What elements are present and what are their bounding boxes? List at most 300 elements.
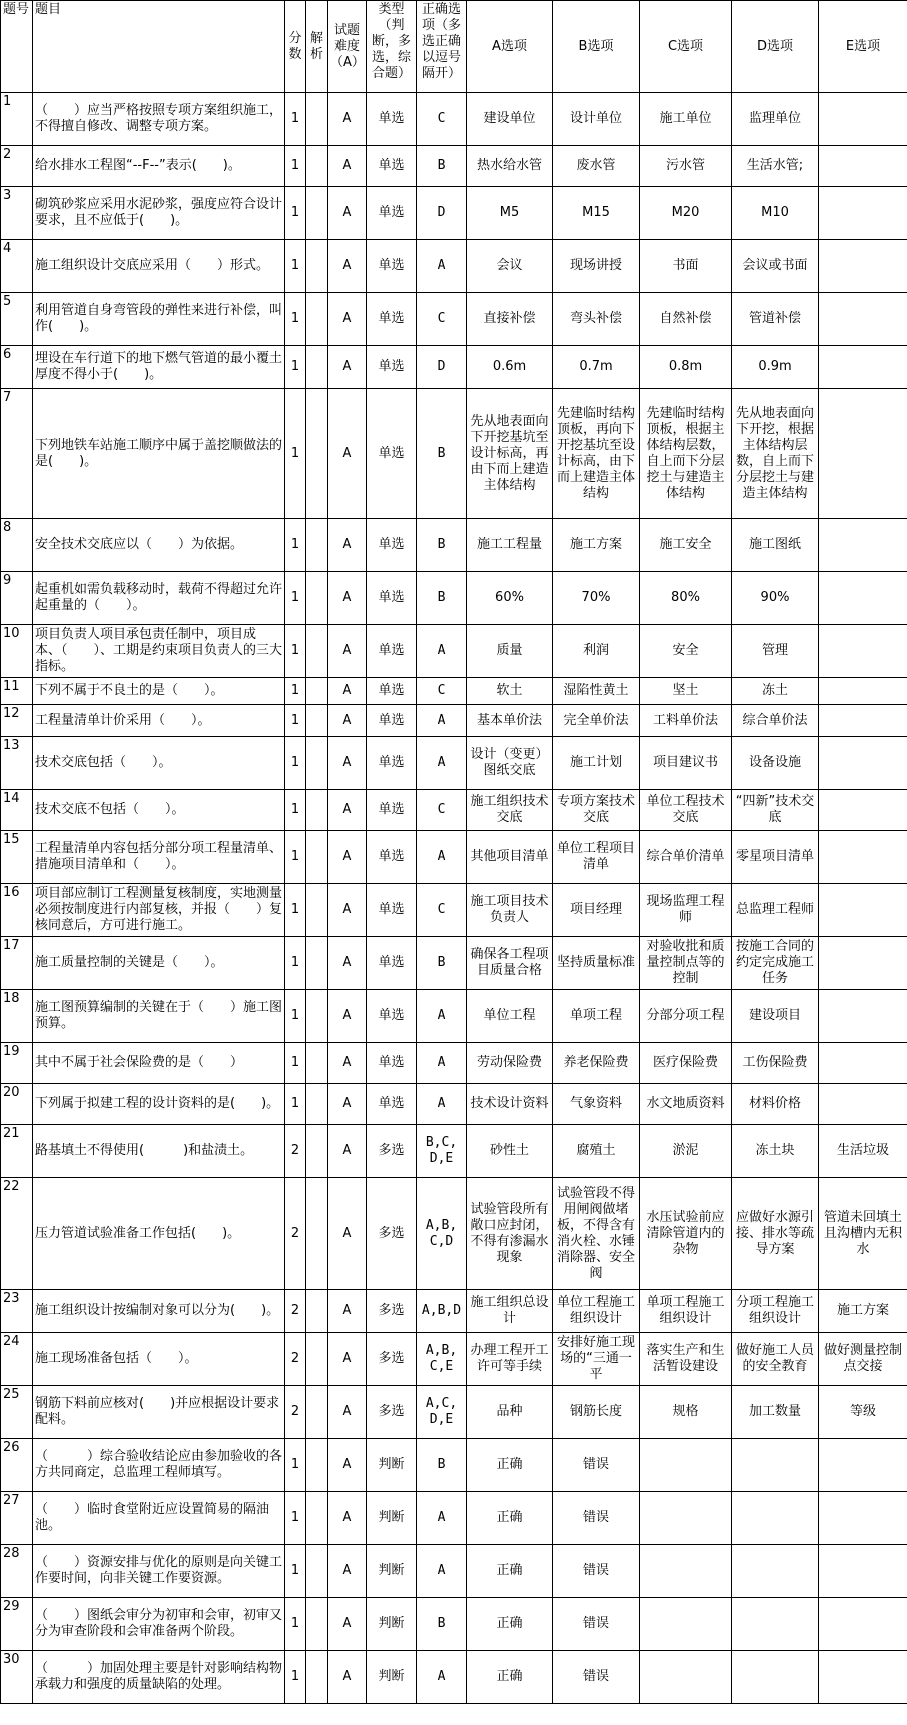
cell-question-text[interactable]: （ ）图纸会审分为初审和会审，初审又分为审查阶段和会审准备两个阶段。: [33, 1598, 285, 1651]
cell-option-e[interactable]: 施工方案: [819, 1290, 907, 1333]
cell-option-c[interactable]: [640, 1651, 732, 1704]
cell-option-e[interactable]: 做好测量控制点交接: [819, 1333, 907, 1386]
cell-option-b[interactable]: 坚持质量标准: [553, 937, 640, 990]
cell-score[interactable]: 1: [285, 884, 306, 937]
cell-question-number[interactable]: 25: [1, 1386, 33, 1439]
cell-analysis[interactable]: [306, 1492, 328, 1545]
cell-option-e[interactable]: [819, 240, 907, 293]
cell-option-d[interactable]: 生活水管;: [732, 146, 819, 187]
cell-correct-answer[interactable]: A,B,C,E: [417, 1333, 467, 1386]
cell-option-d[interactable]: 设备设施: [732, 737, 819, 790]
cell-score[interactable]: 1: [285, 187, 306, 240]
cell-question-text[interactable]: 压力管道试验准备工作包括( )。: [33, 1178, 285, 1290]
cell-option-a[interactable]: 单位工程: [467, 990, 553, 1043]
cell-score[interactable]: 1: [285, 1492, 306, 1545]
cell-analysis[interactable]: [306, 625, 328, 678]
cell-option-a[interactable]: 正确: [467, 1492, 553, 1545]
cell-type[interactable]: 多选: [367, 1333, 417, 1386]
cell-option-d[interactable]: 材料价格: [732, 1084, 819, 1125]
cell-option-d[interactable]: [732, 1598, 819, 1651]
cell-option-b[interactable]: 现场讲授: [553, 240, 640, 293]
cell-type[interactable]: 多选: [367, 1178, 417, 1290]
cell-option-e[interactable]: [819, 990, 907, 1043]
cell-option-b[interactable]: 安排好施工现场的“三通一平: [553, 1333, 640, 1386]
cell-correct-answer[interactable]: A: [417, 625, 467, 678]
cell-option-e[interactable]: [819, 737, 907, 790]
cell-difficulty[interactable]: A: [328, 990, 367, 1043]
cell-option-d[interactable]: 先从地表面向下开挖，根据主体结构层数，自上而下分层挖土与建造主体结构: [732, 389, 819, 519]
cell-question-number[interactable]: 3: [1, 187, 33, 240]
cell-option-b[interactable]: M15: [553, 187, 640, 240]
cell-type[interactable]: 多选: [367, 1125, 417, 1178]
cell-difficulty[interactable]: A: [328, 1043, 367, 1084]
cell-question-text[interactable]: 施工组织设计按编制对象可以分为( )。: [33, 1290, 285, 1333]
cell-option-d[interactable]: 会议或书面: [732, 240, 819, 293]
cell-option-c[interactable]: 规格: [640, 1386, 732, 1439]
cell-analysis[interactable]: [306, 240, 328, 293]
cell-type[interactable]: 单选: [367, 346, 417, 389]
cell-difficulty[interactable]: A: [328, 1178, 367, 1290]
header-option-b[interactable]: B选项: [553, 1, 640, 93]
cell-option-e[interactable]: [819, 1492, 907, 1545]
cell-question-text[interactable]: 工程量清单计价采用（ ）。: [33, 705, 285, 737]
cell-option-a[interactable]: 直接补偿: [467, 293, 553, 346]
cell-type[interactable]: 单选: [367, 678, 417, 705]
cell-question-number[interactable]: 21: [1, 1125, 33, 1178]
cell-option-e[interactable]: [819, 1439, 907, 1492]
cell-type[interactable]: 判断: [367, 1545, 417, 1598]
cell-question-number[interactable]: 20: [1, 1084, 33, 1125]
cell-score[interactable]: 1: [285, 1545, 306, 1598]
cell-question-text[interactable]: 施工图预算编制的关键在于（ ）施工图预算。: [33, 990, 285, 1043]
cell-option-c[interactable]: [640, 1492, 732, 1545]
cell-analysis[interactable]: [306, 1178, 328, 1290]
cell-correct-answer[interactable]: A: [417, 1043, 467, 1084]
cell-option-a[interactable]: 确保各工程项目质量合格: [467, 937, 553, 990]
cell-analysis[interactable]: [306, 990, 328, 1043]
cell-difficulty[interactable]: A: [328, 678, 367, 705]
cell-score[interactable]: 1: [285, 790, 306, 831]
header-option-c[interactable]: C选项: [640, 1, 732, 93]
cell-option-a[interactable]: 正确: [467, 1598, 553, 1651]
cell-score[interactable]: 2: [285, 1178, 306, 1290]
cell-option-e[interactable]: [819, 293, 907, 346]
cell-option-d[interactable]: 做好施工人员的安全教育: [732, 1333, 819, 1386]
cell-analysis[interactable]: [306, 1651, 328, 1704]
cell-correct-answer[interactable]: C: [417, 678, 467, 705]
cell-option-c[interactable]: 现场监理工程师: [640, 884, 732, 937]
cell-question-number[interactable]: 14: [1, 790, 33, 831]
cell-difficulty[interactable]: A: [328, 240, 367, 293]
cell-question-text[interactable]: 埋设在车行道下的地下燃气管道的最小覆土厚度不得小于( )。: [33, 346, 285, 389]
cell-question-text[interactable]: 给水排水工程图“--F--”表示( )。: [33, 146, 285, 187]
cell-option-a[interactable]: 正确: [467, 1651, 553, 1704]
cell-option-c[interactable]: 80%: [640, 572, 732, 625]
cell-question-number[interactable]: 12: [1, 705, 33, 737]
cell-option-d[interactable]: 应做好水源引接、排水等疏导方案: [732, 1178, 819, 1290]
cell-question-text[interactable]: （ ）资源安排与优化的原则是向关键工作要时间，向非关键工作要资源。: [33, 1545, 285, 1598]
cell-correct-answer[interactable]: C: [417, 790, 467, 831]
cell-question-text[interactable]: 施工现场准备包括（ ）。: [33, 1333, 285, 1386]
cell-correct-answer[interactable]: B: [417, 937, 467, 990]
cell-option-d[interactable]: 0.9m: [732, 346, 819, 389]
cell-option-a[interactable]: 其他项目清单: [467, 831, 553, 884]
cell-difficulty[interactable]: A: [328, 293, 367, 346]
cell-question-text[interactable]: 项目部应制订工程测量复核制度，实地测量必须按制度进行内部复核，并报（ ）复核同意后，方可进行施工。: [33, 884, 285, 937]
cell-correct-answer[interactable]: A: [417, 1084, 467, 1125]
cell-question-text[interactable]: 其中不属于社会保险费的是（ ）: [33, 1043, 285, 1084]
cell-option-a[interactable]: 正确: [467, 1545, 553, 1598]
cell-question-text[interactable]: 起重机如需负载移动时，载荷不得超过允许起重量的（ ）。: [33, 572, 285, 625]
cell-type[interactable]: 单选: [367, 93, 417, 146]
cell-option-c[interactable]: 单位工程技术交底: [640, 790, 732, 831]
cell-difficulty[interactable]: A: [328, 1125, 367, 1178]
cell-difficulty[interactable]: A: [328, 187, 367, 240]
cell-difficulty[interactable]: A: [328, 831, 367, 884]
cell-score[interactable]: 1: [285, 831, 306, 884]
cell-difficulty[interactable]: A: [328, 737, 367, 790]
cell-correct-answer[interactable]: B: [417, 572, 467, 625]
cell-question-number[interactable]: 7: [1, 389, 33, 519]
cell-type[interactable]: 单选: [367, 937, 417, 990]
cell-option-e[interactable]: 等级: [819, 1386, 907, 1439]
cell-option-b[interactable]: 错误: [553, 1545, 640, 1598]
cell-option-d[interactable]: 施工图纸: [732, 519, 819, 572]
cell-score[interactable]: 1: [285, 937, 306, 990]
cell-difficulty[interactable]: A: [328, 519, 367, 572]
cell-question-text[interactable]: 下列不属于不良土的是（ ）。: [33, 678, 285, 705]
cell-type[interactable]: 单选: [367, 519, 417, 572]
cell-option-b[interactable]: 错误: [553, 1598, 640, 1651]
cell-option-c[interactable]: 对验收批和质量控制点等的控制: [640, 937, 732, 990]
cell-score[interactable]: 2: [285, 1125, 306, 1178]
header-option-a[interactable]: A选项: [467, 1, 553, 93]
header-question-number[interactable]: 题号: [1, 1, 33, 93]
cell-option-e[interactable]: [819, 884, 907, 937]
cell-difficulty[interactable]: A: [328, 884, 367, 937]
cell-question-number[interactable]: 16: [1, 884, 33, 937]
cell-question-number[interactable]: 4: [1, 240, 33, 293]
cell-difficulty[interactable]: A: [328, 1492, 367, 1545]
cell-difficulty[interactable]: A: [328, 93, 367, 146]
cell-type[interactable]: 单选: [367, 990, 417, 1043]
cell-question-text[interactable]: （ ）应当严格按照专项方案组织施工，不得擅自修改、调整专项方案。: [33, 93, 285, 146]
cell-analysis[interactable]: [306, 1043, 328, 1084]
cell-option-a[interactable]: 施工组织技术交底: [467, 790, 553, 831]
cell-question-number[interactable]: 18: [1, 990, 33, 1043]
cell-option-e[interactable]: [819, 1651, 907, 1704]
cell-type[interactable]: 单选: [367, 1084, 417, 1125]
cell-question-text[interactable]: 技术交底包括（ ）。: [33, 737, 285, 790]
cell-difficulty[interactable]: A: [328, 1598, 367, 1651]
cell-question-number[interactable]: 5: [1, 293, 33, 346]
cell-question-text[interactable]: （ ）综合验收结论应由参加验收的各方共同商定，总监理工程师填写。: [33, 1439, 285, 1492]
cell-option-c[interactable]: 工料单价法: [640, 705, 732, 737]
cell-option-d[interactable]: 建设项目: [732, 990, 819, 1043]
cell-type[interactable]: 判断: [367, 1439, 417, 1492]
cell-option-a[interactable]: 技术设计资料: [467, 1084, 553, 1125]
cell-analysis[interactable]: [306, 1545, 328, 1598]
cell-difficulty[interactable]: A: [328, 705, 367, 737]
cell-option-b[interactable]: 设计单位: [553, 93, 640, 146]
cell-question-number[interactable]: 8: [1, 519, 33, 572]
cell-option-b[interactable]: 70%: [553, 572, 640, 625]
cell-analysis[interactable]: [306, 884, 328, 937]
cell-score[interactable]: 1: [285, 346, 306, 389]
cell-option-b[interactable]: 错误: [553, 1492, 640, 1545]
cell-option-b[interactable]: 气象资料: [553, 1084, 640, 1125]
cell-correct-answer[interactable]: D: [417, 346, 467, 389]
cell-option-a[interactable]: 会议: [467, 240, 553, 293]
cell-correct-answer[interactable]: C: [417, 293, 467, 346]
cell-option-b[interactable]: 专项方案技术交底: [553, 790, 640, 831]
cell-option-a[interactable]: 劳动保险费: [467, 1043, 553, 1084]
cell-difficulty[interactable]: A: [328, 389, 367, 519]
cell-option-c[interactable]: 水压试验前应清除管道内的杂物: [640, 1178, 732, 1290]
cell-option-c[interactable]: 先建临时结构顶板，根据主体结构层数，自上而下分层挖土与建造主体结构: [640, 389, 732, 519]
cell-score[interactable]: 1: [285, 678, 306, 705]
cell-score[interactable]: 1: [285, 240, 306, 293]
cell-analysis[interactable]: [306, 705, 328, 737]
cell-option-a[interactable]: 先从地表面向下开挖基坑至设计标高，再由下而上建造主体结构: [467, 389, 553, 519]
cell-score[interactable]: 1: [285, 519, 306, 572]
cell-question-number[interactable]: 29: [1, 1598, 33, 1651]
cell-option-e[interactable]: 生活垃圾: [819, 1125, 907, 1178]
cell-question-text[interactable]: 利用管道自身弯管段的弹性来进行补偿，叫作( )。: [33, 293, 285, 346]
cell-option-a[interactable]: 品种: [467, 1386, 553, 1439]
cell-option-a[interactable]: 施工工程量: [467, 519, 553, 572]
cell-option-d[interactable]: 90%: [732, 572, 819, 625]
cell-option-b[interactable]: 错误: [553, 1439, 640, 1492]
cell-option-c[interactable]: 施工单位: [640, 93, 732, 146]
cell-option-c[interactable]: [640, 1439, 732, 1492]
cell-option-e[interactable]: [819, 937, 907, 990]
cell-question-text[interactable]: 砌筑砂浆应采用水泥砂浆，强度应符合设计要求，且不应低于( )。: [33, 187, 285, 240]
cell-option-e[interactable]: [819, 678, 907, 705]
cell-analysis[interactable]: [306, 790, 328, 831]
header-analysis[interactable]: 解析: [306, 1, 328, 93]
cell-option-a[interactable]: 基本单价法: [467, 705, 553, 737]
cell-option-b[interactable]: 施工计划: [553, 737, 640, 790]
cell-option-c[interactable]: 污水管: [640, 146, 732, 187]
cell-option-e[interactable]: [819, 790, 907, 831]
cell-type[interactable]: 多选: [367, 1386, 417, 1439]
cell-question-text[interactable]: 钢筋下料前应核对( )并应根据设计要求配料。: [33, 1386, 285, 1439]
cell-option-e[interactable]: [819, 146, 907, 187]
cell-option-c[interactable]: 单项工程施工组织设计: [640, 1290, 732, 1333]
cell-option-c[interactable]: [640, 1598, 732, 1651]
cell-difficulty[interactable]: A: [328, 1333, 367, 1386]
cell-score[interactable]: 1: [285, 293, 306, 346]
cell-option-d[interactable]: M10: [732, 187, 819, 240]
cell-option-a[interactable]: 60%: [467, 572, 553, 625]
cell-option-e[interactable]: [819, 187, 907, 240]
cell-analysis[interactable]: [306, 1125, 328, 1178]
cell-option-c[interactable]: 项目建议书: [640, 737, 732, 790]
cell-option-c[interactable]: 坚土: [640, 678, 732, 705]
cell-correct-answer[interactable]: B: [417, 519, 467, 572]
cell-correct-answer[interactable]: B,C,D,E: [417, 1125, 467, 1178]
cell-question-text[interactable]: 路基填土不得使用( )和盐渍土。: [33, 1125, 285, 1178]
cell-question-text[interactable]: 技术交底不包括（ ）。: [33, 790, 285, 831]
cell-option-e[interactable]: [819, 1084, 907, 1125]
cell-correct-answer[interactable]: A: [417, 1492, 467, 1545]
cell-option-b[interactable]: 腐殖土: [553, 1125, 640, 1178]
cell-analysis[interactable]: [306, 1333, 328, 1386]
header-option-e[interactable]: E选项: [819, 1, 907, 93]
cell-question-number[interactable]: 17: [1, 937, 33, 990]
cell-option-c[interactable]: [640, 1545, 732, 1598]
cell-option-b[interactable]: 施工方案: [553, 519, 640, 572]
cell-option-a[interactable]: 设计（变更）图纸交底: [467, 737, 553, 790]
cell-option-a[interactable]: 建设单位: [467, 93, 553, 146]
cell-option-d[interactable]: 监理单位: [732, 93, 819, 146]
cell-option-a[interactable]: 0.6m: [467, 346, 553, 389]
cell-option-c[interactable]: 水文地质资料: [640, 1084, 732, 1125]
cell-option-d[interactable]: [732, 1492, 819, 1545]
cell-question-number[interactable]: 15: [1, 831, 33, 884]
cell-option-b[interactable]: 完全单价法: [553, 705, 640, 737]
cell-option-a[interactable]: 质量: [467, 625, 553, 678]
header-correct-answer[interactable]: 正确选项（多选正确以逗号隔开）: [417, 1, 467, 93]
cell-option-a[interactable]: 软土: [467, 678, 553, 705]
cell-option-d[interactable]: “四新”技术交底: [732, 790, 819, 831]
cell-question-number[interactable]: 1: [1, 93, 33, 146]
cell-correct-answer[interactable]: B: [417, 146, 467, 187]
cell-option-a[interactable]: 施工组织总设计: [467, 1290, 553, 1333]
cell-option-c[interactable]: 分部分项工程: [640, 990, 732, 1043]
cell-option-d[interactable]: 冻土: [732, 678, 819, 705]
cell-question-text[interactable]: 安全技术交底应以（ ）为依据。: [33, 519, 285, 572]
cell-option-e[interactable]: [819, 1598, 907, 1651]
cell-type[interactable]: 判断: [367, 1651, 417, 1704]
cell-analysis[interactable]: [306, 1439, 328, 1492]
cell-type[interactable]: 单选: [367, 293, 417, 346]
cell-correct-answer[interactable]: B: [417, 1598, 467, 1651]
cell-difficulty[interactable]: A: [328, 790, 367, 831]
cell-option-b[interactable]: 弯头补偿: [553, 293, 640, 346]
cell-question-number[interactable]: 22: [1, 1178, 33, 1290]
cell-question-number[interactable]: 10: [1, 625, 33, 678]
cell-option-e[interactable]: [819, 1043, 907, 1084]
cell-difficulty[interactable]: A: [328, 1545, 367, 1598]
cell-option-d[interactable]: 按施工合同的约定完成施工任务: [732, 937, 819, 990]
cell-score[interactable]: 2: [285, 1333, 306, 1386]
cell-option-e[interactable]: [819, 346, 907, 389]
cell-correct-answer[interactable]: A: [417, 705, 467, 737]
cell-score[interactable]: 1: [285, 737, 306, 790]
cell-question-number[interactable]: 11: [1, 678, 33, 705]
cell-option-d[interactable]: 零星项目清单: [732, 831, 819, 884]
cell-option-a[interactable]: 施工项目技术负责人: [467, 884, 553, 937]
cell-option-b[interactable]: 单项工程: [553, 990, 640, 1043]
cell-question-number[interactable]: 28: [1, 1545, 33, 1598]
cell-option-c[interactable]: 医疗保险费: [640, 1043, 732, 1084]
cell-analysis[interactable]: [306, 519, 328, 572]
cell-difficulty[interactable]: A: [328, 1439, 367, 1492]
cell-score[interactable]: 1: [285, 93, 306, 146]
cell-option-d[interactable]: 工伤保险费: [732, 1043, 819, 1084]
cell-type[interactable]: 单选: [367, 146, 417, 187]
cell-type[interactable]: 单选: [367, 1043, 417, 1084]
cell-question-number[interactable]: 9: [1, 572, 33, 625]
cell-analysis[interactable]: [306, 737, 328, 790]
cell-question-text[interactable]: 工程量清单内容包括分部分项工程量清单、措施项目清单和（ ）。: [33, 831, 285, 884]
cell-option-e[interactable]: [819, 93, 907, 146]
cell-correct-answer[interactable]: C: [417, 93, 467, 146]
cell-option-a[interactable]: 办理工程开工许可等手续: [467, 1333, 553, 1386]
cell-difficulty[interactable]: A: [328, 346, 367, 389]
cell-type[interactable]: 单选: [367, 625, 417, 678]
cell-option-b[interactable]: 试验管段不得用闸阀做堵板，不得含有消火栓、水锤消除器、安全阀: [553, 1178, 640, 1290]
cell-correct-answer[interactable]: A: [417, 831, 467, 884]
cell-correct-answer[interactable]: A: [417, 737, 467, 790]
cell-type[interactable]: 单选: [367, 884, 417, 937]
cell-correct-answer[interactable]: B: [417, 389, 467, 519]
cell-analysis[interactable]: [306, 146, 328, 187]
cell-score[interactable]: 2: [285, 1290, 306, 1333]
cell-option-b[interactable]: 先建临时结构顶板，再向下开挖基坑至设计标高，由下而上建造主体结构: [553, 389, 640, 519]
cell-question-number[interactable]: 13: [1, 737, 33, 790]
cell-analysis[interactable]: [306, 93, 328, 146]
cell-score[interactable]: 1: [285, 572, 306, 625]
cell-option-c[interactable]: 自然补偿: [640, 293, 732, 346]
cell-question-number[interactable]: 30: [1, 1651, 33, 1704]
cell-score[interactable]: 1: [285, 389, 306, 519]
cell-question-number[interactable]: 24: [1, 1333, 33, 1386]
cell-option-e[interactable]: [819, 1545, 907, 1598]
cell-score[interactable]: 1: [285, 1439, 306, 1492]
cell-option-e[interactable]: [819, 625, 907, 678]
cell-score[interactable]: 1: [285, 705, 306, 737]
cell-option-d[interactable]: 管道补偿: [732, 293, 819, 346]
cell-question-number[interactable]: 27: [1, 1492, 33, 1545]
cell-analysis[interactable]: [306, 937, 328, 990]
header-option-d[interactable]: D选项: [732, 1, 819, 93]
cell-option-e[interactable]: [819, 389, 907, 519]
cell-correct-answer[interactable]: A: [417, 240, 467, 293]
cell-score[interactable]: 2: [285, 1386, 306, 1439]
cell-question-text[interactable]: （ ）临时食堂附近应设置简易的隔油池。: [33, 1492, 285, 1545]
cell-question-number[interactable]: 19: [1, 1043, 33, 1084]
cell-question-text[interactable]: 施工组织设计交底应采用（ ）形式。: [33, 240, 285, 293]
cell-type[interactable]: 单选: [367, 572, 417, 625]
cell-difficulty[interactable]: A: [328, 937, 367, 990]
header-difficulty[interactable]: 试题难度（A）: [328, 1, 367, 93]
cell-question-text[interactable]: 下列地铁车站施工顺序中属于盖挖顺做法的是( )。: [33, 389, 285, 519]
cell-analysis[interactable]: [306, 1290, 328, 1333]
cell-correct-answer[interactable]: A,B,D: [417, 1290, 467, 1333]
cell-score[interactable]: 1: [285, 1084, 306, 1125]
cell-difficulty[interactable]: A: [328, 1290, 367, 1333]
cell-analysis[interactable]: [306, 293, 328, 346]
cell-option-a[interactable]: 试验管段所有敞口应封闭，不得有渗漏水现象: [467, 1178, 553, 1290]
cell-question-text[interactable]: （ ）加固处理主要是针对影响结构物承载力和强度的质量缺陷的处理。: [33, 1651, 285, 1704]
cell-analysis[interactable]: [306, 187, 328, 240]
cell-option-e[interactable]: [819, 572, 907, 625]
cell-difficulty[interactable]: A: [328, 1386, 367, 1439]
cell-correct-answer[interactable]: A,B,C,D: [417, 1178, 467, 1290]
cell-analysis[interactable]: [306, 1084, 328, 1125]
cell-option-a[interactable]: 热水给水管: [467, 146, 553, 187]
cell-option-b[interactable]: 0.7m: [553, 346, 640, 389]
cell-option-d[interactable]: [732, 1439, 819, 1492]
cell-question-number[interactable]: 2: [1, 146, 33, 187]
cell-correct-answer[interactable]: C: [417, 884, 467, 937]
cell-option-b[interactable]: 利润: [553, 625, 640, 678]
cell-analysis[interactable]: [306, 1386, 328, 1439]
cell-option-d[interactable]: 总监理工程师: [732, 884, 819, 937]
